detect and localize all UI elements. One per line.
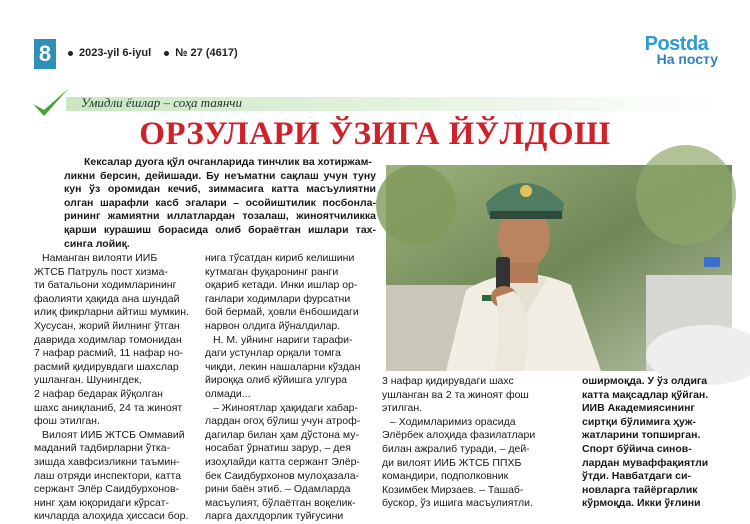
column-line: нинг ҳам юқоридаги кўрсат- (34, 496, 169, 509)
column-line: ганлари ходимлари фурсатни (205, 292, 351, 305)
column-line: билан ажралиб туради, – дей- (382, 442, 530, 455)
column-line: даврида ходимлар томонидан (34, 333, 182, 346)
column-line: чиқди, лекин нашаларни кўздан (205, 360, 361, 373)
column-line: кичларда алоҳида ҳиссаси бор. (34, 510, 189, 523)
column-line: маданий тадбирларни ўтка- (34, 442, 171, 455)
article-title: ОРЗУЛАРИ ЎЗИГА ЙЎЛДОШ (139, 116, 611, 152)
column-line: Элёрбек алоҳида фазилатлари (382, 429, 536, 442)
masthead-logo (645, 34, 718, 66)
article-photo (386, 165, 732, 371)
issue-date: 2023-yil 6-iyul (79, 47, 152, 59)
column-line: нига тўсатдан кириб келишини (205, 252, 355, 264)
column-line: Н. М. уйнинг нариги тарафи- (213, 333, 353, 346)
text-column-2 (205, 252, 375, 524)
column-line: ти батальони ходимларининг (34, 279, 177, 292)
issue-info (68, 47, 248, 59)
column-line: зишда хавфсизликни таъмин- (34, 455, 180, 468)
column-line: ЖТСБ Патруль пост хизма- (34, 265, 168, 278)
column-line: сиртқи бўлимига ҳуж- (582, 415, 696, 428)
column-line: ларга дахлдорлик туйғусини (205, 510, 344, 523)
column-line: бек Саидбурхонов мулоҳазала- (205, 469, 360, 482)
column-line: йироққа олиб кўйишга улгура (205, 374, 348, 387)
column-line: ИИВ Академиясининг (582, 402, 695, 415)
column-line: изоҳлайди катта сержант Элёр- (205, 455, 360, 468)
column-line: лаш отряди инспектори, катта (34, 469, 182, 482)
column-line: масъулият, бўлаётган воқелик- (205, 496, 356, 509)
column-line: рини баён этиб. – Одамларда (205, 483, 351, 496)
column-line: новларга тайёргарлик (582, 483, 698, 496)
column-line: лардан огоҳ бўлиш учун атроф- (205, 415, 361, 428)
column-line: Вилоят ИИБ ЖТСБ Оммавий (42, 428, 185, 441)
lead-line: ликни берсин, дейишади. Бу неъматни сақлаш учун туну (64, 169, 376, 182)
column-line: жатларини топширган. (582, 429, 701, 442)
column-line: – Жиноятлар ҳақидаги хабар- (213, 401, 358, 414)
column-line: даги устунлар орқали томга (205, 347, 341, 360)
bullet-icon (68, 51, 73, 56)
column-line: фаолияти ҳақида ана шундай (34, 292, 180, 305)
column-line: бускор, ўз ишига масъулиятли. (382, 497, 533, 510)
text-column-1 (34, 252, 200, 524)
column-line: сержант Элёр Саидбурхонов- (34, 483, 180, 496)
column-line: 7 нафар расмий, 11 нафар но- (34, 347, 184, 360)
text-column-4 (582, 375, 722, 511)
column-line: этилган. (382, 402, 423, 415)
lead-line: рининг жамиятни иллатлардан тозалаш, жиноятчиликка (64, 210, 376, 223)
column-line: – Ходимларимиз орасида (390, 415, 516, 428)
rubric-band (36, 92, 721, 114)
column-line: оширмоқда. У ўз олдига (582, 375, 708, 387)
column-line: Хусусан, жорий йилнинг ўтган (34, 319, 180, 332)
column-line: Козимбек Мирзаев. – Ташаб- (382, 483, 524, 496)
column-line: дагилар билан ҳам дўстона му- (205, 428, 359, 441)
column-line: олмади... (205, 387, 251, 400)
column-line: расмий қидирувдаги шахслар (34, 360, 179, 373)
column-line: илиқ фикрларни айтиш мумкин. (34, 306, 189, 319)
column-line: оқариб кетади. Инки ишлар ор- (205, 279, 358, 292)
lead-line: Кексалар дуога қўл очганларида тинчлик ва хотиржам- (84, 156, 372, 168)
bullet-icon (164, 51, 169, 56)
column-line: ўтди. Навбатдаги си- (582, 470, 691, 483)
column-line: нарвон олдига йўналдилар. (205, 319, 341, 332)
lead-line: қарши курашиш борасида олиб бораётган ишлари тах- (64, 223, 376, 236)
lead-line: кун ўз оромидан кечиб, зиммасига катта масъулиятни (64, 183, 376, 196)
column-line: Наманган вилояти ИИБ (42, 252, 158, 264)
column-line: командири, подполковник (382, 470, 509, 483)
column-line: катта мақсадлар қўйган. (582, 388, 709, 401)
rubric-label: Умидли ёшлар – соҳа таянчи (81, 95, 243, 110)
column-line: 3 нафар қидирувдаги шахс (382, 375, 514, 387)
masthead-line1: Postda (644, 33, 709, 55)
column-line: ушланган ва 2 та жиноят фош (382, 388, 529, 401)
column-line: носабат ўрнатиш зарур, – дея (205, 442, 351, 455)
column-line: кўрмоқда. Икки ўғлини (582, 497, 701, 510)
column-line: бой бермай, ҳовли ёнбошидаги (205, 306, 359, 319)
text-column-3 (382, 375, 576, 511)
column-line: ди вилоят ИИБ ЖТСБ ППХБ (382, 456, 522, 469)
masthead-line2: На посту (656, 51, 718, 67)
page-number: 8 (34, 39, 56, 69)
lead-line: синга лойиқ. (64, 237, 130, 250)
column-line: фош этилган. (34, 415, 100, 428)
column-line: Спорт бўйича синов- (582, 442, 692, 455)
column-line: 2 нафар бедарак йўқолган (34, 387, 163, 400)
article-lead (64, 156, 376, 251)
column-line: шахс аниқланиб, 24 та жиноят (34, 401, 183, 414)
column-line: ушланган. Шунингдек, (34, 374, 142, 387)
lead-line: олган шарафли касб эгалари – осойиштилик посбонла- (64, 196, 376, 209)
column-line: лардан муваффақиятли (582, 456, 709, 469)
column-line: кутмаган фуқаронинг ранги (205, 265, 339, 278)
issue-number: № 27 (4617) (175, 47, 238, 59)
